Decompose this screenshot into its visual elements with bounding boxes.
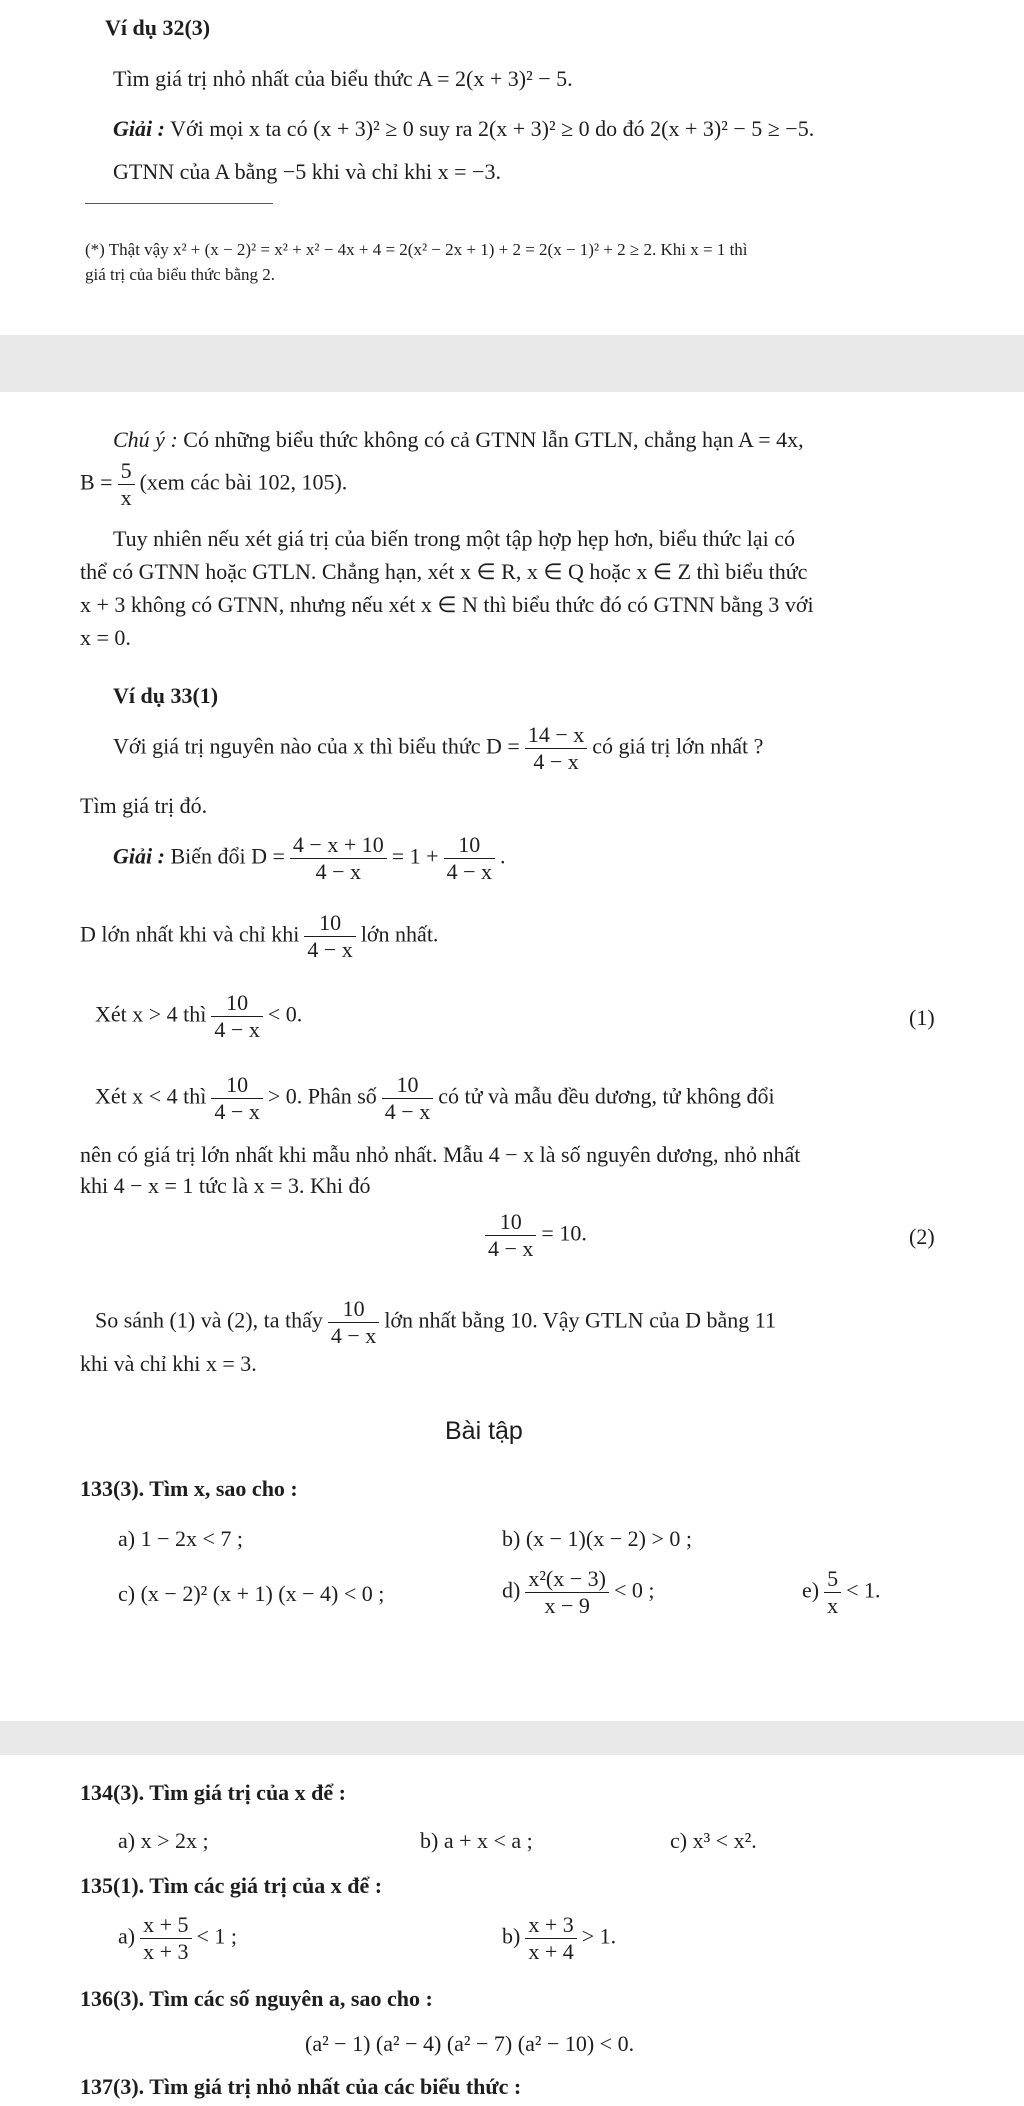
denominator: x + 3 <box>140 1938 191 1965</box>
case-2-line-2: nên có giá trị lớn nhất khi mẫu nhỏ nhất. Mẫu 4 − x là số nguyên dương, nhỏ nhất <box>80 1142 801 1167</box>
fraction-comparison <box>328 1296 379 1349</box>
numerator: 10 <box>396 1072 419 1097</box>
example-33-solution <box>113 832 506 885</box>
exercise-134-c: c) x³ < x². <box>670 1828 757 1853</box>
comparison-text-a: So sánh (1) và (2), ta thấy <box>95 1307 323 1333</box>
denominator: 4 − x <box>211 1016 262 1043</box>
page-panel-1 <box>0 0 1024 335</box>
exercise-134-b: b) a + x < a ; <box>420 1828 533 1853</box>
note-label: Chú ý : <box>113 427 178 452</box>
numerator: 10 <box>499 1209 522 1234</box>
numerator: 10 <box>342 1296 365 1321</box>
fraction-133-e <box>824 1566 841 1619</box>
note-b-lhs: B = <box>80 469 113 495</box>
exercise-133-a: a) 1 − 2x < 7 ; <box>118 1526 244 1551</box>
exercise-137-heading: 137(3). Tìm giá trị nhỏ nhất của các biểu thức : <box>80 2074 522 2099</box>
fraction-solution-2 <box>444 832 495 885</box>
equation-2 <box>480 1209 587 1262</box>
exercise-134-a: a) x > 2x ; <box>118 1828 209 1853</box>
exercise-133-d <box>502 1566 655 1619</box>
item-label: a) <box>118 1923 136 1949</box>
denominator: x <box>824 1592 841 1619</box>
fraction-14-x-over-4-x <box>525 722 587 775</box>
question-text-a: Với giá trị nguyên nào của x thì biểu thức D = <box>113 733 520 759</box>
exercise-135-heading: 135(1). Tìm các giá trị của x để : <box>80 1873 383 1898</box>
comparison-text-b: lớn nhất bằng 10. Vậy GTLN của D bằng 11 <box>384 1307 776 1333</box>
denominator: 4 − x <box>211 1098 262 1125</box>
footnote-line-1: (*) Thật vậy x² + (x − 2)² = x² + x² − 4x + 4 = 2(x² − 2x + 1) + 2 = 2(x − 1)² + 2 ≥ 2. Khi x = 1 thì <box>85 240 748 259</box>
equation-tag-1: (1) <box>909 1005 935 1030</box>
exercise-133-heading: 133(3). Tìm x, sao cho : <box>80 1476 298 1501</box>
denominator: 4 − x <box>290 858 387 885</box>
denominator: x − 9 <box>525 1592 609 1619</box>
numerator: 10 <box>458 832 481 857</box>
item-label: d) <box>502 1577 521 1603</box>
solution-text-mid: = 1 + <box>391 843 439 869</box>
note-text: Có những biểu thức không có cả GTNN lẫn GTLN, chẳng hạn A = 4x, <box>183 427 804 452</box>
example-32-problem: Tìm giá trị nhỏ nhất của biểu thức A = 2(x + 3)² − 5. <box>113 66 573 91</box>
note-b-ref: (xem các bài 102, 105). <box>139 469 348 495</box>
denominator: 4 − x <box>328 1322 379 1349</box>
denominator: 4 − x <box>444 858 495 885</box>
fraction-135-a <box>140 1912 191 1965</box>
page-panel-3 <box>0 1755 1024 2106</box>
numerator: 10 <box>226 1072 249 1097</box>
fraction-case-2b <box>382 1072 433 1125</box>
example-33-question-2: Tìm giá trị đó. <box>80 793 208 818</box>
exercises-title: Bài tập <box>445 1417 523 1445</box>
denominator: 4 − x <box>304 936 355 963</box>
numerator: x²(x − 3) <box>528 1566 606 1591</box>
exercise-136-heading: 136(3). Tìm các số nguyên a, sao cho : <box>80 1986 433 2011</box>
item-label: e) <box>802 1577 820 1603</box>
exercise-133-b: b) (x − 1)(x − 2) > 0 ; <box>502 1526 692 1551</box>
note-b-line <box>80 458 347 511</box>
note-line <box>113 426 804 454</box>
exercise-133-e <box>802 1566 881 1619</box>
solution-label: Giải : <box>113 843 165 869</box>
paragraph-line-4: x = 0. <box>80 625 131 650</box>
numerator: 5 <box>120 458 132 483</box>
numerator: 5 <box>827 1566 839 1591</box>
item-rhs: < 1. <box>846 1577 881 1603</box>
example-32-solution <box>113 115 814 143</box>
case-2-text-c: có tử và mẫu đều dương, tử không đổi <box>438 1083 775 1109</box>
solution-text-a: Biến đổi D = <box>170 843 285 869</box>
case-1-line <box>95 990 302 1043</box>
denominator: 4 − x <box>485 1235 536 1262</box>
question-text-b: có giá trị lớn nhất ? <box>592 733 764 759</box>
example-33-heading: Ví dụ 33(1) <box>113 683 219 708</box>
item-rhs: > 1. <box>581 1923 617 1949</box>
exercise-134-heading: 134(3). Tìm giá trị của x để : <box>80 1780 347 1805</box>
case-2-text-b: > 0. Phân số <box>267 1083 377 1109</box>
solution-text-end: . <box>500 843 506 869</box>
exercise-135-b <box>502 1912 616 1965</box>
page-panel-2 <box>0 392 1024 1721</box>
max-text-a: D lớn nhất khi và chỉ khi <box>80 921 300 947</box>
fraction-case-1 <box>211 990 262 1043</box>
exercise-133-c: c) (x − 2)² (x + 1) (x − 4) < 0 ; <box>118 1581 385 1606</box>
max-text-b: lớn nhất. <box>360 921 439 947</box>
footnote-line-2: giá trị của biểu thức bằng 2. <box>85 265 276 284</box>
footnote-divider <box>85 203 273 204</box>
case-1-text-b: < 0. <box>267 1001 303 1027</box>
comparison-line-2: khi và chỉ khi x = 3. <box>80 1351 257 1376</box>
numerator: 10 <box>319 910 342 935</box>
denominator: x + 4 <box>525 1938 576 1965</box>
paragraph-line-3: x + 3 không có GTNN, nhưng nếu xét x ∈ N thì biểu thức đó có GTNN bằng 3 với <box>80 592 814 617</box>
example-33-question <box>113 722 763 775</box>
case-2-line-3: khi 4 − x = 1 tức là x = 3. Khi đó <box>80 1173 371 1198</box>
paragraph-line-2: thể có GTNN hoặc GTLN. Chẳng hạn, xét x ∈ R, x ∈ Q hoặc x ∈ Z thì biểu thức <box>80 559 808 584</box>
exercise-136-expression: (a² − 1) (a² − 4) (a² − 7) (a² − 10) < 0. <box>305 2031 635 2056</box>
denominator: x <box>118 484 135 511</box>
case-2-line <box>95 1072 775 1125</box>
case-2-text-a: Xét x < 4 thì <box>95 1083 207 1109</box>
fraction-solution-1 <box>290 832 387 885</box>
equation-2-rhs: = 10. <box>541 1220 587 1246</box>
denominator: 4 − x <box>382 1098 433 1125</box>
fraction-max <box>304 910 355 963</box>
numerator: 4 − x + 10 <box>292 832 384 857</box>
example-32-heading: Ví dụ 32(3) <box>105 15 211 40</box>
numerator: 10 <box>226 990 249 1015</box>
paragraph-line-1: Tuy nhiên nếu xét giá trị của biến trong một tập hợp hẹp hơn, biểu thức lại có <box>113 526 796 551</box>
numerator: 14 − x <box>527 722 585 747</box>
case-1-text-a: Xét x > 4 thì <box>95 1001 207 1027</box>
item-label: b) <box>502 1923 521 1949</box>
fraction-eq-2 <box>485 1209 536 1262</box>
max-condition-line <box>80 910 438 963</box>
denominator: 4 − x <box>525 748 587 775</box>
fraction-133-d <box>525 1566 609 1619</box>
fraction-135-b <box>525 1912 576 1965</box>
exercise-135-a <box>118 1912 237 1965</box>
item-rhs: < 1 ; <box>196 1923 238 1949</box>
item-rhs: < 0 ; <box>613 1577 655 1603</box>
example-32-result: GTNN của A bằng −5 khi và chỉ khi x = −3. <box>113 159 501 184</box>
numerator: x + 5 <box>143 1912 189 1937</box>
fraction-case-2 <box>211 1072 262 1125</box>
equation-tag-2: (2) <box>909 1224 935 1249</box>
comparison-line <box>95 1296 776 1349</box>
fraction-5-over-x <box>118 458 135 511</box>
numerator: x + 3 <box>528 1912 574 1937</box>
solution-text: Với mọi x ta có (x + 3)² ≥ 0 suy ra 2(x + 3)² ≥ 0 do đó 2(x + 3)² − 5 ≥ −5. <box>170 116 815 141</box>
solution-label: Giải : <box>113 116 165 141</box>
